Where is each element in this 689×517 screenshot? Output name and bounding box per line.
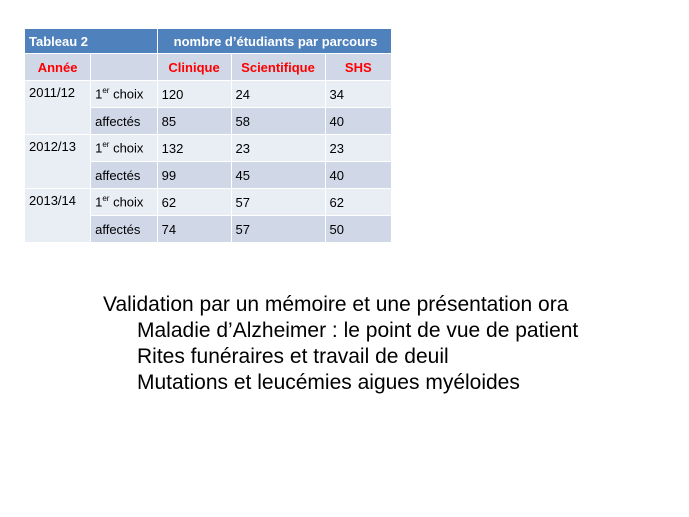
header-shs: SHS [325, 54, 391, 81]
header-annee: Année [25, 54, 91, 81]
table-title-left: Tableau 2 [25, 29, 158, 54]
first-choice-num: 1 [95, 140, 103, 156]
value-cell: 57 [231, 189, 325, 216]
validation-heading: Validation par un mémoire et une présentation ora [103, 293, 569, 316]
topic-item: Mutations et leucémies aigues myéloides [137, 371, 520, 394]
first-choice-sup: er [102, 194, 110, 204]
first-choice-num: 1 [95, 194, 103, 210]
value-cell: 132 [157, 135, 231, 162]
value-cell: 62 [325, 189, 391, 216]
year-cell: 2013/14 [25, 189, 91, 243]
value-cell: 62 [157, 189, 231, 216]
value-cell: 58 [231, 108, 325, 135]
first-choice-tail: choix [109, 86, 144, 102]
first-choice-label [91, 135, 158, 162]
header-blank [91, 54, 158, 81]
assigned-label: affectés [91, 216, 158, 243]
table-row [25, 81, 392, 108]
table-header-row [25, 54, 392, 81]
table-row [25, 189, 392, 216]
first-choice-num: 1 [95, 86, 103, 102]
first-choice-label [91, 81, 158, 108]
first-choice-tail: choix [109, 140, 144, 156]
value-cell: 50 [325, 216, 391, 243]
value-cell: 23 [325, 135, 391, 162]
topic-item: Rites funéraires et travail de deuil [137, 345, 449, 368]
value-cell: 120 [157, 81, 231, 108]
value-cell: 40 [325, 108, 391, 135]
value-cell: 45 [231, 162, 325, 189]
table-row [25, 135, 392, 162]
value-cell: 24 [231, 81, 325, 108]
first-choice-label [91, 189, 158, 216]
students-table [24, 28, 392, 243]
header-clinique: Clinique [157, 54, 231, 81]
year-cell: 2011/12 [25, 81, 91, 135]
value-cell: 85 [157, 108, 231, 135]
header-scientifique: Scientifique [231, 54, 325, 81]
value-cell: 40 [325, 162, 391, 189]
first-choice-sup: er [102, 86, 110, 96]
value-cell: 57 [231, 216, 325, 243]
table-title-right: nombre d’étudiants par parcours [157, 29, 391, 54]
assigned-label: affectés [91, 108, 158, 135]
value-cell: 99 [157, 162, 231, 189]
table-title-row [25, 29, 392, 54]
value-cell: 23 [231, 135, 325, 162]
assigned-label: affectés [91, 162, 158, 189]
value-cell: 74 [157, 216, 231, 243]
topic-item: Maladie d’Alzheimer : le point de vue de patient [137, 319, 579, 342]
value-cell: 34 [325, 81, 391, 108]
body-text [103, 292, 578, 396]
first-choice-tail: choix [109, 194, 144, 210]
first-choice-sup: er [102, 140, 110, 150]
year-cell: 2012/13 [25, 135, 91, 189]
